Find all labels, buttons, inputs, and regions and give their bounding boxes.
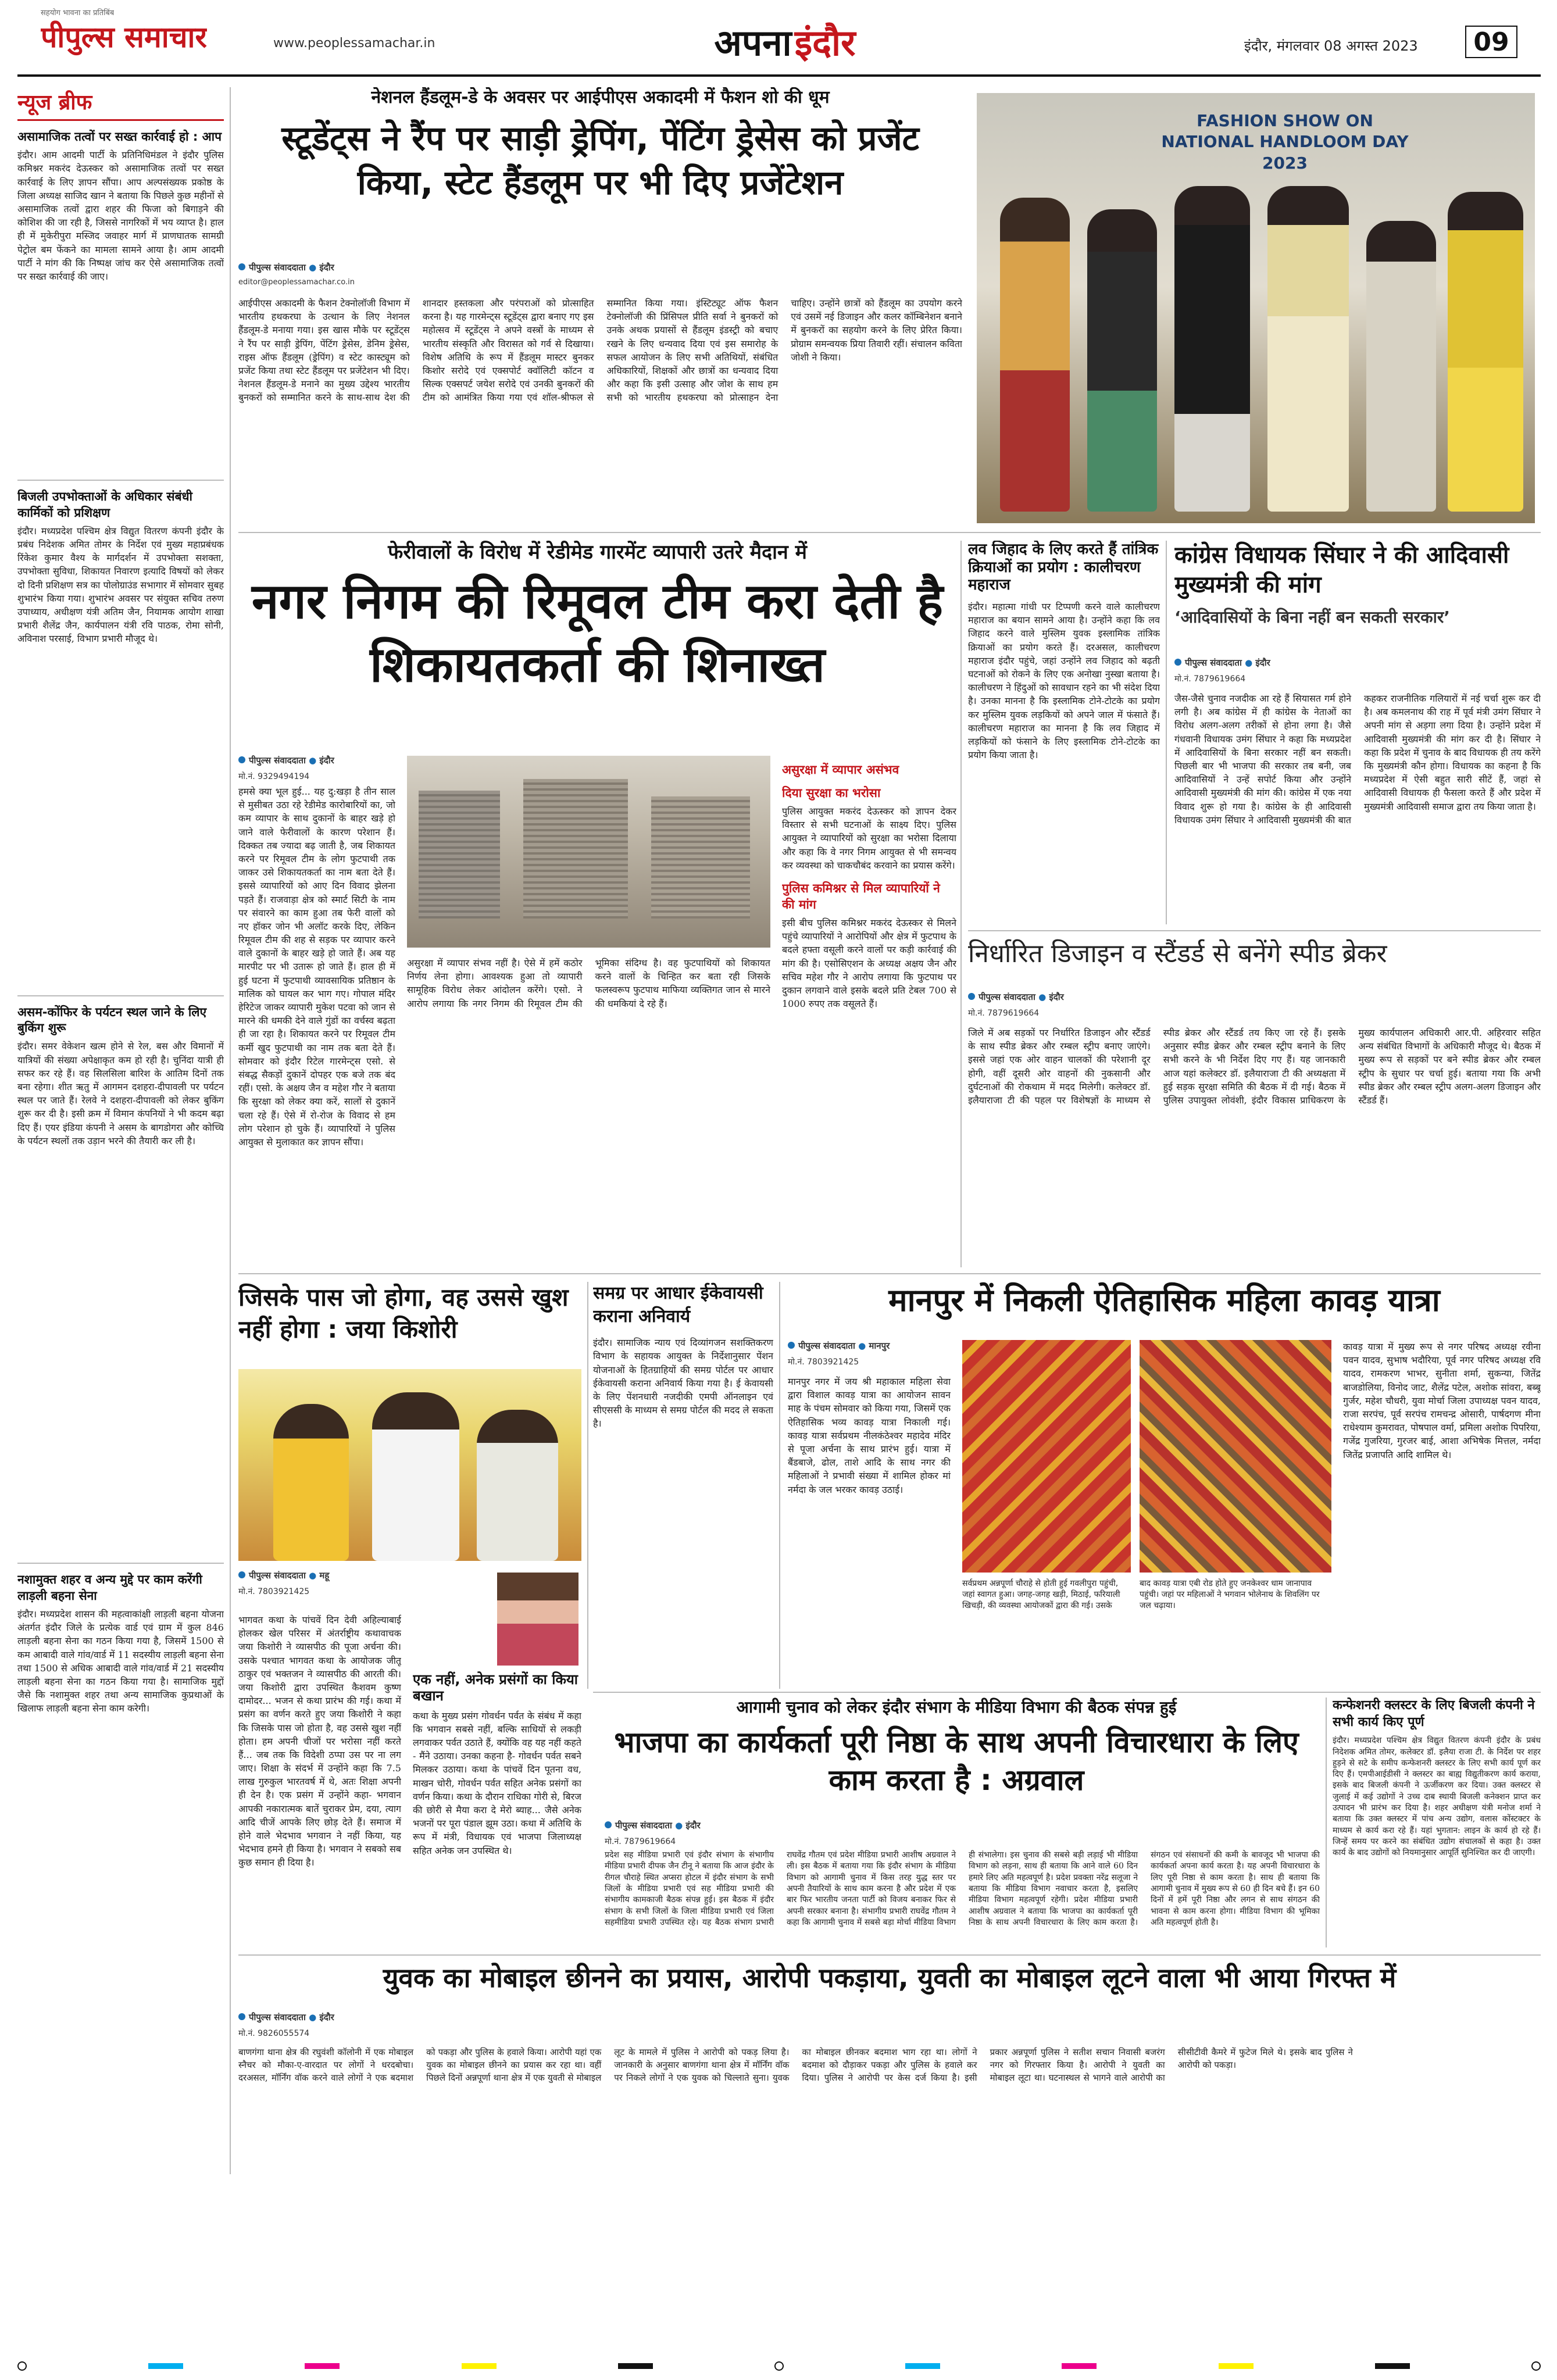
color-swatch	[618, 2363, 653, 2369]
byline-city: इंदौर	[685, 1820, 701, 1831]
fashion-show-photo	[977, 93, 1535, 523]
bullet-icon	[238, 2013, 245, 2020]
byline-mobile: मो.नं. 7803921425	[788, 1357, 859, 1367]
section-title-part1: अपना	[714, 22, 792, 64]
sub-body: पुलिस आयुक्त मकरंद देऊस्कर को ज्ञापन देकर विस्तार से सभी घटनाओं के साक्ष्य दिए। पुलिस आयुक्त ने व्यापारियों को सुरक्षा का भरोसा दिलाया और कहा कि वे नगर निगम आयुक्त से भी समन्वय कर व्यवस्था को चाकचौबंद करवाने का प्रयास करेंगे।	[782, 806, 956, 871]
dateline: इंदौर, मंगलवार 08 अगस्त 2023	[1244, 38, 1418, 54]
header-rule	[17, 74, 1541, 77]
horizontal-divider	[593, 1692, 1541, 1693]
story-body: भागवत कथा के पांचवें दिन देवी अहिल्याबाई होलकर खेल परिसर में अंतर्राष्ट्रीय कथावाचक जया किशोरी ने व्यासपीठ की पूजा अर्चना की। उसके पश्चात भागवत कथा के आयोजक जीतू ठाकुर एवं भक्तजन ने व्यासपीठ की आरती की। जया किशोरी द्वारा उपस्थित कैशवम कुष्ण दामोदर... भजन से कथा प्रारंभ की गई। कथा में प्रसंग का वर्णन करते हुए जया किशोरी ने कहा कि जिसके पास जो होता है, वह उससे खुश नहीं होता। हम अपनी चीजों पर भरोसा नहीं करते हैं... जब तक कि विदेशी ठप्पा उस पर ना लग जाए। शिक्षा के संदर्भ में उन्होंने कहा कि 7.5 लाख गुरुकुल भारतवर्ष में थे, अतः शिक्षा अपनी ही देन है। एक प्रसंग में उन्होंने कहा- भगवान आपकी नकारात्मक बातें चुराकर प्रेम, दया, त्याग आदि चीजें आपके लिए छोड़ देते हैं। समाज में होने वाले भेदभाव भगवान ने नहीं किया, यह भेदभाव हमने ही किया है। भगवान ने सबको सब कुछ समान ही दिया है।	[238, 1614, 401, 1868]
story-sidebar	[413, 1671, 581, 1945]
color-swatch	[148, 2363, 183, 2369]
story-byline: पीपुल्स संवाददाता ● महू मो.नं. 7803921425	[238, 1570, 581, 1597]
byline-name: पीपुल्स संवाददाता	[798, 1341, 855, 1351]
story-headline: कन्फेशनरी क्लस्टर के लिए बिजली कंपनी ने सभी कार्य किए पूर्ण	[1333, 1698, 1535, 1729]
story-quote: ‘आदिवासियों के बिना नहीं बन सकती सरकार’	[1174, 607, 1450, 627]
section-title-part2: इंदौर	[794, 22, 856, 64]
shop-shutter	[523, 779, 628, 919]
byline-city: इंदौर	[319, 262, 334, 273]
bullet-icon	[605, 1821, 612, 1828]
jaya-kishori-photo	[238, 1369, 581, 1561]
byline-name: पीपुल्स संवाददाता	[249, 262, 306, 273]
byline-mobile: मो.नं. 9826055574	[238, 2029, 310, 2038]
byline-city: इंदौर	[319, 2012, 334, 2022]
story-singhar	[1174, 541, 1541, 924]
masthead	[0, 0, 1557, 81]
story-byline: पीपुल्स संवाददाता ● इंदौर मो.नं. 7879619664	[968, 991, 1142, 1019]
story-headline: नगर निगम की रिमूवल टीम करा देती है शिकायतकर्ता की शिनाख्त	[252, 573, 943, 694]
sub-body: असुरक्षा में व्यापार संभव नहीं है। ऐसे में हमें कठोर निर्णय लेना होगा। आवश्यक हुआ तो व्यापारी सामूहिक विरोध लेकर आंदोलन करेंगे। एसो. ने आरोप लगाया कि नगर निगम की रिमूवल टीम की भूमिका संदिग्ध है। वह फुटपाथियों को शिकायत करने वालों के चिन्हित कर बता रही जिसके फलस्वरूप फुटपाथ माफिया व्यक्तिगत जान से मारने की धमकियां दे रहे हैं।	[407, 957, 770, 1009]
column-divider	[1326, 1698, 1327, 1947]
story-jaya-kishori	[238, 1282, 581, 1947]
kawad-yatra-photo	[962, 1340, 1131, 1573]
column-divider	[960, 541, 962, 1267]
column-divider	[587, 1282, 588, 1689]
horizontal-divider	[238, 1954, 1541, 1956]
news-brief-column	[17, 87, 224, 2174]
story-byline: पीपुल्स संवाददाता ● इंदौर editor@peoplessamachar.co.in	[238, 262, 395, 287]
byline-name: पीपुल्स संवाददाता	[979, 992, 1035, 1002]
color-swatch	[1375, 2363, 1410, 2369]
shop-shutter	[419, 791, 500, 919]
byline-name: पीपुल्स संवाददाता	[615, 1820, 672, 1831]
story-kawad-yatra	[788, 1282, 1541, 1689]
bullet-icon	[788, 1342, 795, 1349]
registration-mark-icon	[17, 2361, 27, 2371]
closed-market-photo	[407, 756, 770, 948]
brief-item	[17, 129, 224, 474]
story-body: इंदौर। सामाजिक न्याय एवं दिव्यांगजन सशक्तिकरण विभाग के सहायक आयुक्त के निर्देशानुसार पेंशन योजनाओं के हितग्राहियों की समग्र पोर्टल पर आधार ईकेवायसी कराना अनिवार्य किया गया है। ई केवायसी के लिए पेंशनधारी नजदीकी एमपी ऑनलाइन एवं सीएससी के माध्यम से समग्र पोर्टल की मदद ले सकता है।	[593, 1337, 773, 1430]
brief-divider	[17, 1563, 224, 1564]
logo-tagline: सहयोग भावना का प्रतिबिंब	[41, 9, 115, 17]
news-brief-title: न्यूज ब्रीफ	[17, 87, 224, 121]
story-body: मानपुर नगर में जय श्री महाकाल महिला सेवा द्वारा विशाल कावड़ यात्रा का आयोजन सावन माह के पंचम सोमवार को किया गया, जिसमें एक ऐतिहासिक भव्य कावड़ यात्रा निकाली गई। कावड़ यात्रा सर्वप्रथम नीलकंठेश्वर महादेव मंदिर से पूजा अर्चना के साथ प्रारंभ हुई। यात्रा में बैंडबाजे, ढोल, ताशे आदि के साथ नगर की महिलाओं ने प्रभावी संख्या में शामिल होकर मां नर्मदा के जल भरकर कावड़ उठाई।	[788, 1376, 951, 1495]
story-headline: मानपुर में निकली ऐतिहासिक महिला कावड़ यात्रा	[888, 1282, 1440, 1318]
horizontal-divider	[238, 532, 1541, 533]
model-figure	[1448, 192, 1523, 512]
story-body: इंदौर। महात्मा गांधी पर टिप्पणी करने वाले कालीचरण महाराज का बयान सामने आया है। उन्होंने कहा कि लव जिहाद करने वाले मुस्लिम युवक इस्लामिक तांत्रिक क्रियाओं का प्रयोग करते हैं। दरअसल, कालीचरण महाराज इंदौर पहुंचे, जहां उन्होंने लव जिहाद को बढ़ती घटनाओं को रोकने के लिए एक अनोखा नुस्खा बताया है। कालीचरण ने हिंदुओं को सावधान रहने का भी संदेश दिया है। उनका मानना है कि इस्लामिक टोने-टोटके का प्रयोग कर मुस्लिम युवक लड़कियों को अपने जाल में फंसाते हैं। कालीचरण महाराज का मानना है कि लव जिहाद में लड़कियों को फंसाने के लिए इस्लामिक टोने-टोटके का प्रयोग किया जाता है।	[968, 601, 1160, 761]
bullet-icon	[1174, 659, 1181, 666]
photo-caption: बाद कावड़ यात्रा एबी रोड होते हुए जनकेश्वर धाम जानापाव पहुंची। जहां पर महिलाओं ने भगवान भोलेनाथ के शिवलिंग पर जल चढ़ाया।	[1140, 1579, 1320, 1610]
story-fashion-show	[238, 87, 962, 529]
photo-banner-text: FASHION SHOW ON NATIONAL HANDLOOM DAY 2023	[1161, 111, 1409, 173]
brief-body: इंदौर। मध्यप्रदेश पश्चिम क्षेत्र विद्युत वितरण कंपनी इंदौर के प्रबंध निदेशक अमित तोमर के निर्देश एवं मुख्य महाप्रबंधक रिंकेश कुमार वैश्य के मार्गदर्शन में उपभोक्ता सशक्ता, उपभोक्ता सुविधा, शिकायत निवारण इत्यादि विषयों को लेकर दो दिनी प्रशिक्षण सत्र का पोलोग्राउंड सभागार में सोमवार सुबह शुभारंभ किया गया। शुभारंभ अवसर पर संयुक्त सचिव तरुण उपाध्याय, अधीक्षण यंत्री अतिम जैन, नियामक आयोग शाखा प्रभारी शैलेंद्र जैन, कार्यपालन यंत्री रवि पाठक, रोमा सोनी, अविनाश परसाई, विभाग प्रभारी मौजूद थे।	[17, 525, 224, 645]
story-byline: पीपुल्स संवाददाता ● इंदौर मो.नं. 9826055574	[238, 2011, 413, 2039]
story-kicker: आगामी चुनाव को लेकर इंदौर संभाग के मीडिया विभाग की बैठक संपन्न हुई	[736, 1698, 1177, 1717]
kawad-yatra-photo	[1140, 1340, 1331, 1573]
byline-mobile: मो.नं. 7879619664	[1174, 674, 1246, 684]
story-speed-breaker	[968, 939, 1541, 1264]
color-swatch	[905, 2363, 940, 2369]
color-swatch	[1062, 2363, 1097, 2369]
story-kicker: नेशनल हैंडलूम-डे के अवसर पर आईपीएस अकादमी में फैशन शो की धूम	[371, 87, 830, 108]
color-registration-strip	[17, 2360, 1541, 2372]
byline-city: महू	[319, 1570, 330, 1581]
byline-mobile: मो.नं. 7879619664	[605, 1837, 676, 1846]
byline-email[interactable]: editor@peoplessamachar.co.in	[238, 278, 355, 287]
person-figure	[477, 1410, 558, 1561]
story-headline: युवक का मोबाइल छीनने का प्रयास, आरोपी पकड़ाया, युवती का मोबाइल लूटने वाला भी आया गिरफ्त में	[383, 1962, 1397, 1993]
bullet-icon	[238, 1571, 245, 1578]
story-body-continued: कावड़ यात्रा में मुख्य रूप से नगर परिषद अध्यक्ष रवीना पवन यादव, सुभाष भदौरिया, पूर्व नगर परिषद अध्यक्ष रवि यादव, रामकरण भाभर, सुनीता शर्मा, सुकन्या, जितेंद्र बाजडोलिया, विनोद जाट, शैलेंद्र पटेल, अशोक सांवरा, बब्बू गुर्जर, महेश चौधरी, युवा मोर्चा जिला उपाध्यक्ष पवन यादव, राजा सरपंच, पूर्व सरपंच रामचन्द्र ओसारी, पार्षदगण मीना राधेश्याम कुमरावत, पोषपाल वर्मा, प्रमिला अशोक पिपरिया, गजेंद्र गुजरिया, गुरजर बाई, आशा अभिषेक मित्तल, नर्मदा जितेंद्र प्रजापति आदि शामिल थे।	[1343, 1341, 1541, 1460]
inset-portrait	[497, 1573, 578, 1666]
story-headline: समग्र पर आधार ईकेवायसी कराना अनिवार्य	[593, 1283, 763, 1327]
newspaper-logo: पीपुल्स समाचार	[41, 20, 207, 54]
color-swatch	[1219, 2363, 1254, 2369]
story-headline: स्टूडेंट्स ने रैंप पर साड़ी ड्रेपिंग, पेंटिंग ड्रेसेस को प्रजेंट किया, स्टेट हैंडलूम पर भी दिए प्रजेंटेशन	[281, 119, 919, 202]
story-confectionery-cluster	[1333, 1698, 1541, 1947]
story-byline: पीपुल्स संवाददाता ● इंदौर मो.नं. 7879619664	[605, 1820, 779, 1847]
brief-headline: असम-कोंफिर के पर्यटन स्थल जाने के लिए बुकिंग शुरू	[17, 1005, 207, 1035]
bullet-icon	[238, 263, 245, 270]
brief-divider	[17, 480, 224, 481]
sidebar-headline: एक नहीं, अनेक प्रसंगों का किया बखान	[413, 1671, 578, 1704]
byline-name: पीपुल्स संवाददाता	[1185, 657, 1242, 668]
story-byline: पीपुल्स संवाददाता ● मानपुर मो.नं. 7803921425	[788, 1340, 962, 1367]
website-url[interactable]: www.peoplessamachar.in	[273, 36, 435, 51]
brief-headline: असामाजिक तत्वों पर सख्त कार्रवाई हो : आप	[17, 130, 222, 144]
column-divider	[230, 87, 231, 2174]
brief-item	[17, 489, 224, 989]
brief-body: इंदौर। मध्यप्रदेश शासन की महत्वाकांक्षी लाड़ली बहना योजना अंतर्गत इंदौर जिले के प्रत्येक वार्ड एवं ग्राम में कुल 846 लाड़ली बहना सेना का गठन किया गया है, जिसमें 1500 से कम आबादी वाले गांव/वार्ड में 11 सदस्यीय लाड़ली बहना सेना तथा 1500 से अधिक आबादी वाले गांव/वार्ड में 21 सदस्यीय लाड़ली बहना सेना का गठन किया गया है। सामाजिक मुद्दों जैसे कि नशामुक्त शहर तथा अन्य सामाजिक कुप्रथाओं के खिलाफ लाड़ली बहना सेना काम करेगी।	[17, 1609, 224, 1714]
story-mobile-snatching	[238, 1962, 1541, 2177]
story-byline: पीपुल्स संवाददाता ● इंदौर मो.नं. 9329494194	[238, 755, 395, 782]
model-figure	[1366, 221, 1436, 512]
story-headline: निर्धारित डिजाइन व स्टैंडर्ड से बनेंगे स्पीड ब्रेकर	[968, 939, 1387, 969]
story-headline: कांग्रेस विधायक सिंघार ने की आदिवासी मुख्यमंत्री की मांग	[1174, 542, 1509, 599]
brief-item	[17, 1572, 224, 2131]
horizontal-divider	[968, 930, 1541, 931]
story-kicker: फेरीवालों के विरोध में रेडीमेड गारमेंट व्यापारी उतरे मैदान में	[388, 541, 807, 564]
story-kalicharan	[968, 541, 1160, 924]
sidebar-body: कथा के मुख्य प्रसंग गोवर्धन पर्वत के संबंध में कहा कि भगवान सबसे नहीं, बल्कि साधियों से लकड़ी लगवाकर पर्वत उठाते हैं, क्योंकि वह यह नहीं कहते - मैंने उठाया। उनका कहना है- गोवर्धन पर्वत सबने मिलकर उठाया। कथा के पांचवें दिन पूतना वध, माखन चोरी, गोवर्धन पर्वत सहित अनेक प्रसंगों का वर्णन किया। कथा के दौरान राधिका गोरी से, बिरज की छोरी से मैया करा दे मेरो ब्याह... जैसे अनेक भजनों पर पूरा पंडाल झूम उठा। कथा में अतिथि के रूप में मंत्री, विधायक एवं भाजपा जिलाध्यक्ष सहित अनेक जन उपस्थित थे।	[413, 1710, 581, 1856]
brief-divider	[17, 995, 224, 996]
person-figure	[372, 1392, 459, 1561]
brief-body: इंदौर। समर वेकेशन खत्म होने से रेल, बस और विमानों में यात्रियों की संख्या अपेक्षाकृत कम हो रही है। चुनिंदा यात्री ही सफर कर रहे हैं। वह सिलसिला बारिश के आतिम दिनों तक बना रहेगा। शीत ऋतु में आगमन दशहरा-दीपावली पर पर्यटन स्थल पर जाते हैं। रेलवे ने दशहरा-दीपावली को लेकर बुकिंग शुरू कर दी है। इसी क्रम में विमान कंपनियों ने भी कदम बढ़ा दिए हैं। एयर इंडिया कंपनी ने असम के बागडोगरा और कोच्चि के पर्यटन स्थलों तक उड़ान भरने की तैयारी कर ली है।	[17, 1041, 224, 1146]
byline-name: पीपुल्स संवाददाता	[249, 1570, 306, 1581]
byline-name: पीपुल्स संवाददाता	[249, 2012, 306, 2022]
brief-body: इंदौर। आम आदमी पार्टी के प्रतिनिधिमंडल ने इंदौर पुलिस कमिश्नर मकरंद देऊस्कर को असामाजिक तत्वों पर सख्त कार्रवाई के लिए ज्ञापन सौंपा। आप अल्पसंख्यक प्रकोष्ठ के जिला अध्यक्ष साजिद खान ने बताया कि पिछले कुछ महीनों से असामाजिक तत्वों द्वारा शहर की फिजा को बिगाड़ने की कोशिश की जा रही है, जिससे नागरिकों में भय व्याप्त है। हाल ही में मुकेरीपुरा मस्जिद जवाहर मार्ग में प्राणघातक सामग्री पेट्रोल बम फेंकने का मामला सामने आया है। आम आदमी पार्टी ने मांग की कि निष्पक्ष जांच कर ऐसे असामाजिक तत्वों पर सख्त कार्रवाई की जाए।	[17, 149, 224, 282]
byline-city: इंदौर	[1049, 992, 1064, 1002]
brief-headline: नशामुक्त शहर व अन्य मुद्दे पर काम करेंगी लाड़ली बहना सेना	[17, 1573, 202, 1603]
story-body: हमसे क्या भूल हुई... यह दु:खड़ा है तीन साल से मुसीबत उठा रहे रेडीमेड कारोबारियों का, जो कम व्यापार के साथ दुकानों के बाहर खड़े हो जाने वाले फेरीवालों के कारण परेशान हैं। दिक्कत तब ज्यादा बढ़ जाती है, जब शिकायत करने पर रिमूवल टीम के लोग फुटपाथी तक जाकर उसे शिकायतकर्ता का नाम बता देते हैं। इससे व्यापारियों को आए दिन विवाद झेलना पड़ते हैं। राजवाड़ा क्षेत्र को स्मार्ट सिटी के नाम पर संवारने का काम हुआ तब फेरी वालों को नए हॉकर जोन भी अलॉट करके दिए, लेकिन रिमूवल टीम की शह से सड़क पर व्यापार करने वाले दुकानों के बाहर खड़े हो जाते हैं। अब यह मारपीट पर भी उतारू हो जाते हैं। हाल ही में हुई घटना में फुटपाथी व्यावसायिक प्रतिष्ठान के मालिक को घायल कर भाग गए। गोपाल मंदिर हेरिटेज जाकर व्यापारी मुकेश पटवा को जान से मारने की धमकी देने वाले गुंडों का वर्चस्व बढ़ता ही जा रहा है। शिकायत करने पर रिमूवल टीम कर्मी खुद फुटपाथी का नाम तक बता देते हैं। सोमवार को इंदौर रिटेल गारमेन्ट्स एसो. से संबद्ध सैकड़ों दुकानें दोपहर एक बजे तक बंद रहीं। एसो. के अक्षय जैन व महेश गौर ने बताया कि सुरक्षा को लेकर क्या करें, सालों से दुकानें चला रहे हैं। ऐसे में रो-रोज के विवाद से हम लोग परेशान हो चुके हैं। व्यापारियों ने पुलिस आयुक्त से मुलाकात कर ज्ञापन सौंपा।	[238, 786, 395, 1148]
model-figure	[1087, 209, 1157, 512]
story-body: जैस-जैसे चुनाव नजदीक आ रहे हैं सियासत गर्म होने लगी है। अब कांग्रेस में ही कांग्रेस के नेताओं का विरोध अलग-अलग तरीकों से होना लगा है। जैसे गंधवानी विधायक उमंग सिंघार ने कहा कि मध्यप्रदेश में आदिवासियों के बिना सरकार नहीं बन सकती। पिछली बार भी भाजपा की सरकार तब बनी, जब आदिवासियों ने उन्हें सपोर्ट किया और उन्होंने आदिवासी मुख्यमंत्री की मांग की। कांग्रेस में एक नया विवाद शुरू हो गया है। कांग्रेस के ही आदिवासी विधायक उमंग सिंघार ने आदिवासी मुख्यमंत्री की बात कहकर राजनीतिक गलियारों में नई चर्चा शुरू कर दी है। अब कमलनाथ की राह में पूर्व मंत्री उमंग सिंघार ने अपनी मांग से अड़गा लगा दिया है। उन्होंने प्रदेश में आदिवासी मुख्यमंत्री की मांग कर दी है। सिंघार ने कहा कि प्रदेश में चुनाव के बाद विधायक ही तय करेंगे कि मुख्यमंत्री कौन होगा। विधायक का कहना है कि मध्यप्रदेश में ऐसी बहुत सारी सीटें हैं, जहां से आदिवासी विधायक ही फैसला करते हैं और प्रदेश में मुख्यमंत्री आदिवासी समाज द्वारा तय किया जाता है।	[1174, 693, 1541, 826]
model-figure	[1267, 186, 1349, 512]
bullet-icon	[238, 756, 245, 763]
story-body: जिले में अब सड़कों पर निर्धारित डिजाइन और स्टैंडर्ड के साथ स्पीड ब्रेकर और रम्बल स्ट्रीप बनाए जाएंगे। इससे जहां एक ओर वाहन चालकों की परेशानी दूर होगी, वहीं दूसरी ओर वाहनों की नुकसानी और दुर्घटनाओं की रोकथाम में मदद मिलेगी। कलेक्टर डॉ. इलैयाराजा टी की पहल पर विशेषज्ञों के माध्यम से स्पीड ब्रेकर और स्टैंडर्ड तय किए जा रहे हैं। इसके अनुसार स्पीड ब्रेकर और रम्बल स्ट्रीप बनाने के लिए सभी करने के भी निर्देश दिए गए हैं। यह जानकारी आज यहां कलेक्टर डॉ. इलैयाराजा टी की अध्यक्षता में हुई सड़क सुरक्षा समिति की बैठक में दी गई। बैठक में पुलिस उपायुक्त लोवंशी, इंदौर विकास प्राधिकरण के मुख्य कार्यपालन अधिकारी आर.पी. अहिरवार सहित अन्य संबंधित विभागों के अधिकारी मौजूद थे। बैठक में मुख्य रूप से सड़कों पर बने स्पीड ब्रेकर और रम्बल स्ट्रीप के सुधार पर चर्चा हुई। बताया गया कि अभी स्पीड ब्रेकर और रम्बल स्ट्रीप अलग-अलग डिजाइन और स्टैंडर्ड हैं।	[968, 1027, 1541, 1106]
model-figure	[1000, 198, 1070, 512]
brief-item	[17, 1005, 224, 1557]
byline-mobile: मो.नं. 9329494194	[238, 772, 310, 781]
byline-city: मानपुर	[869, 1341, 890, 1351]
story-headline: जिसके पास जो होगा, वह उससे खुश नहीं होगा : जया किशोरी	[238, 1283, 569, 1343]
story-ekyc	[593, 1282, 773, 1689]
byline-city: इंदौर	[1255, 657, 1270, 668]
section-title	[640, 17, 930, 66]
brief-headline: बिजली उपभोक्ताओं के अधिकार संबंधी कार्मिकों को प्रशिक्षण	[17, 489, 192, 520]
story-byline: पीपुल्स संवाददाता ● इंदौर मो.नं. 7879619664	[1174, 657, 1349, 684]
story-body: प्रदेश सह मीडिया प्रभारी एवं इंदौर संभाग के संभागीय मीडिया प्रभारी दीपक जैन टीनू ने बताया कि आज इंदौर के रीगल चौराहे स्थित अप्सरा होटल में इंदौर संभाग के सभी जिलों के मीडिया प्रभारी एवं सह मीडिया प्रभारी की संभागीय कामकाजी बैठक संपन्न हुई। इस बैठक में इंदौर संभाग के सभी जिलों के जिला मीडिया प्रभारी एवं जिला सहमीडिया प्रभारी उपस्थित रहे। यह बैठक संभाग प्रभारी राघवेंद्र गौतम एवं प्रदेश मीडिया प्रभारी आशीष अग्रवाल ने ली। इस बैठक में बताया गया कि इंदौर संभाग के मीडिया विभाग को आगामी चुनाव में किस तरह युद्ध स्तर पर अपनी तैयारियों के साथ काम करना है और प्रदेश में एक बार फिर भारतीय जनता पार्टी को विजय बनाकर फिर से अपनी सरकार बनाना है। संभागीय प्रभारी राघवेंद्र गौतम ने कहा कि आगामी चुनाव में सबसे बड़ा मोर्चा मीडिया विभाग ही संभालेगा। इस चुनाव की सबसे बड़ी लड़ाई भी मीडिया विभाग को लड़ना, साथ ही बताया कि आने वाले 60 दिन हमारे लिए अति महत्वपूर्ण है। प्रदेश प्रवक्ता नरेंद्र सलूजा ने बताया कि मीडिया विभाग नवाचार करता है, इसलिए मीडिया विभाग महत्वपूर्ण रहेगी। प्रदेश मीडिया प्रभारी आशीष अग्रवाल ने बताया कि भाजपा का कार्यकर्ता पूरी निष्ठा के साथ अपनी विचारधारा के लिए काम करता है। संगठन एवं संसाधनों की कमी के बावजूद भी भाजपा की कार्यकर्ता अपना कार्य करता है। यह अपनी विचारधारा के लिए पूरी निष्ठा से काम करता है। साथ ही बताया कि आगामी चुनाव में मुख्य रूप से 60 ही दिन बचे हैं। इन 60 दिनों में हमें पूरी निष्ठा और लगन से साथ संगठन की भावना से काम करना होगा। मीडिया विभाग की भूमिका अति महत्वपूर्ण होती है।	[605, 1850, 1320, 1927]
byline-mobile: मो.नं. 7879619664	[968, 1009, 1040, 1018]
subhead: असुरक्षा में व्यापार असंभव	[782, 763, 899, 777]
shop-shutter	[651, 796, 750, 919]
registration-mark-icon	[1531, 2361, 1541, 2371]
byline-mobile: मो.नं. 7803921425	[238, 1587, 310, 1596]
column-divider	[1166, 541, 1167, 924]
column-divider	[779, 1282, 780, 1689]
bullet-icon	[968, 993, 975, 1000]
subhead: पुलिस कमिश्नर से मिल व्यापारियों ने की मांग	[782, 881, 940, 912]
story-body: आईपीएस अकादमी के फैशन टेक्नोलॉजी विभाग में भारतीय हथकरघा के उत्थान के लिए नेशनल हैंडलूम-डे मनाया गया। इस खास मौके पर स्टूडेंट्स ने रैंप पर साड़ी ड्रेपिंग, पेंटिंग ड्रेसेस, डेनिम ड्रेसेस, राइस ऑफ हैंडलूम (ड्रेपिंग) व स्टेट कास्ट्यूम को प्रजेंट किया तथा स्टेट हैंडलूम पर प्रजेंटेशन भी दिए। नेशनल हैंडलूम-डे मनाने का मुख्य उद्देश्य भारतीय बुनकरों को सम्मानित करने के साथ-साथ देश की शानदार हस्तकला और परंपराओं को प्रोत्साहित करना है। यह गारमेन्ट्स स्टूडेंट्स द्वारा बनाए गए इस महोत्सव में स्टूडेंट्स ने अपने वस्त्रों के माध्यम से भारतीय संस्कृति और विरासत को गर्व से दिखाया। विशेष अतिथि के रूप में हैंडलूम मास्टर बुनकर किशोर सरोदे एवं एक्सपोर्ट क्वॉलिटी कॉटन व सिल्क एक्सपर्ट जयेश सरोदे एवं उनकी बुनकरों की टीम को आमंत्रित किया गया एवं शॉल-श्रीफल से सम्मानित किया गया। इंस्टिट्यूट ऑफ फैशन टेक्नोलॉजी की प्रिंसिपल प्रीति सर्वा ने बुनकरों को उनके अथक प्रयासों से हैंडलूम इंडस्ट्री को बचाए रखने के लिए धन्यवाद दिया एवं इस समारोह के सफल आयोजन के लिए सभी अतिथियों, संबंधित अधिकारियों, शिक्षकों और छात्रों का धन्यवाद दिया और कहा कि इसी उत्साह और जोश के साथ हम सभी को भारतीय हथकरघा को प्रोत्साहन देना चाहिए। उन्होंने छात्रों को हैंडलूम का उपयोग करने एवं उसमें नई डिजाइन और कलर कॉम्बिनेशन बनाने में बुनकरों का सहयोग करने के लिए प्रेरित किया। प्रोग्राम समन्वयक प्रिया तिवारी रहीं। संचालन कविता जोशी ने किया।	[238, 298, 962, 403]
person-figure	[273, 1404, 349, 1561]
color-swatch	[462, 2363, 497, 2369]
story-hawkers	[238, 541, 956, 1267]
registration-mark-icon	[774, 2361, 784, 2371]
sub-body: इसी बीच पुलिस कमिश्नर मकरंद देऊस्कर से मिलने पहुंचे व्यापारियों ने आरोपियों और क्षेत्र में फुटपाथ के बदले हफ्ता वसूली करने वालों पर कड़ी कार्रवाई की मांग की है। एसोसिएशन के अध्यक्ष अक्षय जैन और सचिव महेश गौर ने आरोप लगाया कि फुटपाथ पर दुकान लगवाने वाले इसके बदले प्रति टेबल 700 से 1000 रुपए तक वसूलते हैं।	[782, 917, 956, 1010]
story-body-continued	[407, 956, 770, 1262]
model-figure	[1174, 186, 1250, 512]
photo-caption: सर्वप्रथम अन्नपूर्णा चौराहे से होती हुई गवलीपुरा पहुंची, जहां स्वागत हुआ। जगह-जगह खड़ी, मिठाई, फरियाली खिचड़ी, की व्यवस्था आयोजकों द्वारा की गई। उसके	[962, 1579, 1120, 1610]
story-body: इंदौर। मध्यप्रदेश पश्चिम क्षेत्र विद्युत वितरण कंपनी इंदौर के प्रबंध निदेशक अमित तोमर, कलेक्टर डॉ. इलैया राजा टी. के निर्देश पर शहर हुड़ने से सटे के समीप कन्फेशनरी क्लस्टर के लिए सभी कार्य पूर्ण कर दिए हैं। एमपीआईडीसी ने क्लस्टर का बाह्य विद्युतीकरण कार्य कराया, इसके बाद बिजली कंपनी ने ऊर्जीकरण कर दिया। उक्त क्लस्टर से जुलाई में कई उद्योगों ने उच्च दाब स्थायी बिजली कनेक्शन प्राप्त कर उत्पादन भी प्रारंभ कर दिया है। शहर अधीक्षण यंत्री मनोज शर्मा ने बताया कि उक्त क्लस्टर में पांच अन्य उद्योग, वलास कोंस्टक्टर के माध्यम से कार्य करा रहे हैं। यहां भुगतान: लाइन के कार्य हो रहे हैं। जिन्हें समय पर करने का संबंधित उद्योग संचालकों से कहा है। उक्त कार्य के बाद उद्योगों को नियमानुसार आपूर्ति सुनिश्चित कर दी जाएगी।	[1333, 1736, 1541, 1858]
subhead: दिया सुरक्षा का भरोसा	[782, 786, 881, 800]
byline-name: पीपुल्स संवाददाता	[249, 755, 306, 766]
story-body: बाणगंगा थाना क्षेत्र की रघुवंशी कॉलोनी में एक मोबाइल स्नैचर को मौका-ए-वारदात पर लोगों ने धरदबोचा। दरअसल, मॉर्निंग वॉक करने वाले लोगों ने एक बदमाश को पकड़ा और पुलिस के हवाले किया। आरोपी यहां एक युवक का मोबाइल छीनने का प्रयास कर रहा था। वहीं पिछले दिनों अन्नपूर्णा थाना क्षेत्र में एक युवती से मोबाइल लूट के मामले में पुलिस ने आरोपी को पकड़ लिया है। जानकारी के अनुसार बाणगंगा थाना क्षेत्र में मॉर्निंग वॉक पर निकले लोगों ने एक युवक को चिल्लाते सुना। युवक का मोबाइल छीनकर बदमाश भाग रहा था। लोगों ने बदमाश को दौड़ाकर पकड़ा और पुलिस के हवाले कर दिया। पुलिस ने आरोपी पर केस दर्ज किया है। इसी प्रकार अन्नपूर्णा पुलिस ने सतीश सचान निवासी बजरंग नगर को गिरफ्तार किया है। आरोपी ने युवती का मोबाइल लूटा था। घटनास्थल से भागने वाले आरोपी का सीसीटीवी कैमरे में फुटेज मिले थे। इसके बाद पुलिस ने आरोपी को पकड़ा।	[238, 2047, 1353, 2083]
horizontal-divider	[238, 1273, 1541, 1274]
page-number: 09	[1465, 26, 1517, 58]
story-headline: भाजपा का कार्यकर्ता पूरी निष्ठा के साथ अपनी विचारधारा के लिए काम करता है : अग्रवाल	[614, 1725, 1299, 1797]
story-headline: लव जिहाद के लिए करते हैं तांत्रिक क्रियाओं का प्रयोग : कालीचरण महाराज	[968, 541, 1159, 594]
color-swatch	[305, 2363, 340, 2369]
story-bjp-media	[593, 1698, 1320, 1947]
story-side-column	[782, 762, 956, 1262]
byline-city: इंदौर	[319, 755, 334, 766]
